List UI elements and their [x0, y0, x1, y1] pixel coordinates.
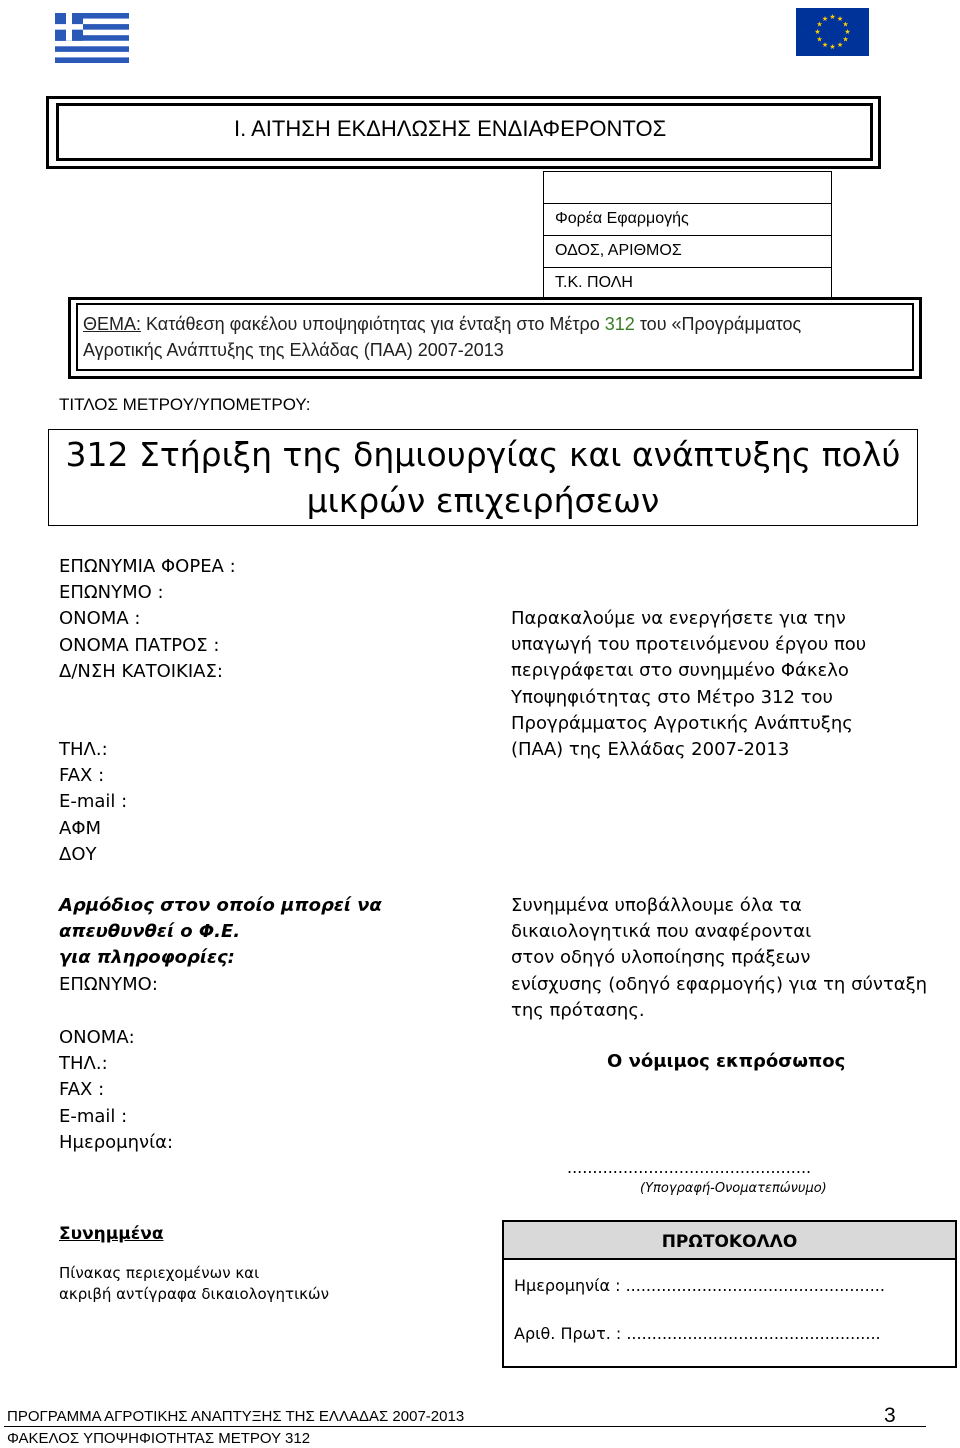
- protocol-title: ΠΡΩΤΟΚΟΛΛΟ: [504, 1222, 955, 1260]
- contact-heading-3: για πληροφορίες:: [59, 947, 235, 969]
- measure-title: 312 Στήριξη της δημιουργίας και ανάπτυξης πολύ μικρών επιχειρήσεων: [65, 435, 901, 520]
- subject-measure-number: 312: [604, 314, 635, 334]
- contact-name: ΟΝΟΜΑ:: [59, 1027, 135, 1048]
- subject-text: [83, 311, 801, 363]
- greek-flag-icon: [55, 13, 129, 63]
- svg-text:★: ★: [836, 15, 844, 23]
- signature-line: ................................................: [567, 1158, 812, 1177]
- applicant-phone: ΤΗΛ.:: [59, 739, 108, 760]
- applicant-field-company: ΕΠΩΝΥΜΙΑ ΦΟΡΕΑ :: [59, 556, 236, 577]
- request-paragraph: Παρακαλούμε να ενεργήσετε για την υπαγωγή του προτεινόμενου έργου που περιγράφεται στο συνημμένο Φάκελο Υποψηφιότητας στο Μέτρο 312 του Προγράμματος Αγροτικής Ανάπτυξης (ΠΑΑ) της Ελλάδας 2007-2013: [511, 608, 867, 761]
- applicant-fields: [59, 554, 236, 685]
- recipient-authority: Φορέα Εφαρμογής: [544, 203, 831, 234]
- subject-label: ΘΕΜΑ:: [83, 314, 142, 334]
- eu-flag-icon: [796, 8, 869, 56]
- contact-email: E-mail :: [59, 1105, 128, 1127]
- svg-text:★: ★: [821, 15, 829, 23]
- page-number: 3: [884, 1404, 896, 1427]
- applicant-field-surname: ΕΠΩΝΥΜΟ :: [59, 582, 164, 604]
- svg-text:★: ★: [816, 35, 823, 44]
- contact-person-fields: [59, 1025, 173, 1156]
- protocol-box: [502, 1220, 957, 1368]
- recipient-street: ΟΔΟΣ, ΑΡΙΘΜΟΣ: [544, 235, 831, 266]
- contact-heading-1: Αρμόδιος στον οποίο μπορεί να: [59, 895, 382, 916]
- svg-text:★: ★: [829, 13, 836, 21]
- attachments-paragraph: Συνημμένα υποβάλλουμε όλα τα δικαιολογητικά που αναφέρονται στον οδηγό υλοποίησης πράξεων ενίσχυσης (οδηγό εφαρμογής) για τη σύνταξη της πρότασης.: [511, 895, 928, 1021]
- contact-surname: ΕΠΩΝΥΜΟ:: [59, 973, 158, 995]
- contact-person: [59, 893, 382, 998]
- svg-text:★: ★: [836, 41, 844, 49]
- svg-text:★: ★: [821, 41, 829, 49]
- svg-text:★: ★: [816, 20, 823, 29]
- applicant-tax-office: ΔΟΥ: [59, 843, 97, 865]
- protocol-date: Ημερομηνία : ...................................................: [514, 1276, 885, 1295]
- svg-text:★: ★: [844, 28, 851, 36]
- signature-title: Ο νόμιμος εκπρόσωπος: [607, 1051, 846, 1072]
- applicant-field-address: Δ/ΝΣΗ ΚΑΤΟΙΚΙΑΣ:: [59, 660, 223, 682]
- svg-text:★: ★: [829, 43, 836, 51]
- contact-phone: ΤΗΛ.:: [59, 1053, 108, 1075]
- contact-heading-2: απευθυνθεί ο Φ.Ε.: [59, 921, 241, 943]
- applicant-field-father: ΟΝΟΜΑ ΠΑΤΡΟΣ :: [59, 634, 220, 656]
- attachments-list: Πίνακας περιεχομένων και ακριβή αντίγραφα δικαιολογητικών: [59, 1264, 329, 1303]
- signature-caption: (Υπογραφή-Ονοματεπώνυμο): [640, 1181, 827, 1196]
- footer-folder: ΦΑΚΕΛΟΣ ΥΠΟΨΗΦΙΟΤΗΤΑΣ ΜΕΤΡΟΥ 312: [7, 1430, 311, 1447]
- subject-line-2: Αγροτικής Ανάπτυξης της Ελλάδας (ΠΑΑ) 2007-2013: [83, 340, 504, 360]
- applicant-fax: FAX :: [59, 765, 105, 787]
- contact-fax: FAX :: [59, 1079, 105, 1101]
- svg-text:★: ★: [814, 28, 821, 36]
- recipient-city: Τ.Κ. ΠΟΛΗ: [544, 267, 831, 298]
- recipient-address-box: [543, 171, 832, 299]
- applicant-contact-fields: [59, 737, 127, 868]
- svg-text:★: ★: [842, 35, 849, 44]
- measure-label: ΤΙΤΛΟΣ ΜΕΤΡΟΥ/ΥΠΟΜΕΤΡΟΥ:: [59, 395, 311, 414]
- protocol-number: Αριθ. Πρωτ. : ..................................................: [514, 1324, 881, 1343]
- applicant-field-name: ΟΝΟΜΑ :: [59, 608, 141, 630]
- document-title: Ι. ΑΙΤΗΣΗ ΕΚΔΗΛΩΣΗΣ ΕΝΔΙΑΦΕΡΟΝΤΟΣ: [234, 116, 667, 141]
- applicant-email: E-mail :: [59, 791, 128, 813]
- subject-line-1: ΘΕΜΑ: Κατάθεση φακέλου υποψηφιότητας για ένταξη στο Μέτρο 312 του «Προγράμματος: [83, 314, 802, 334]
- svg-text:★: ★: [842, 20, 849, 29]
- attachments-label: Συνημμένα: [59, 1224, 164, 1244]
- footer-program: ΠΡΟΓΡΑΜΜΑ ΑΓΡΟΤΙΚΗΣ ΑΝΑΠΤΥΞΗΣ ΤΗΣ ΕΛΛΑΔΑΣ 2007-2013: [7, 1408, 465, 1425]
- contact-date: Ημερομηνία:: [59, 1131, 174, 1153]
- footer-divider: [4, 1426, 926, 1427]
- applicant-tax-id: ΑΦΜ: [59, 817, 102, 839]
